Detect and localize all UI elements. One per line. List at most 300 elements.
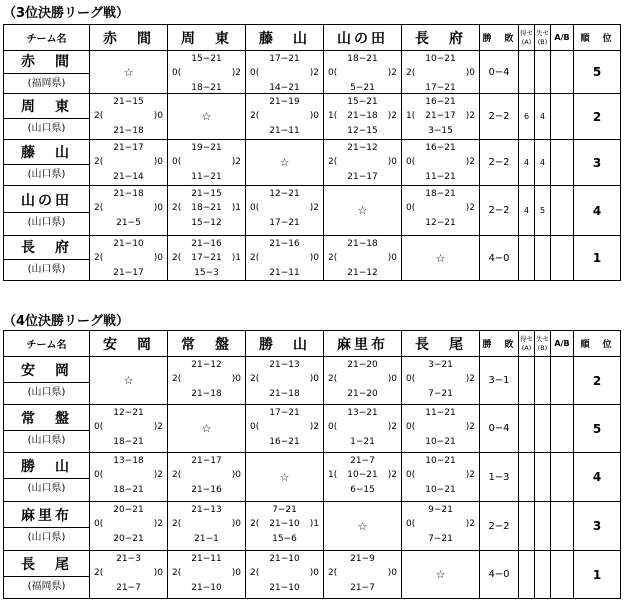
set3-score [259, 111, 310, 121]
match-set-count [94, 568, 163, 578]
set3-score [337, 157, 388, 167]
rank-header: 順 位 [574, 331, 621, 357]
match-set-count [328, 568, 397, 578]
record-header: 勝 敗 [480, 331, 519, 357]
team-name-header: チーム名 [4, 25, 90, 51]
sets-lost: )2 [309, 422, 319, 432]
match-set-count [406, 470, 475, 480]
sets-won: 0( [94, 519, 104, 529]
team-name: 周 東 [3, 96, 90, 119]
team-name-cell [4, 51, 90, 94]
set2-score: 20−21 [113, 534, 144, 544]
sets-won: 0( [328, 68, 338, 78]
set2-score: 21−7 [116, 583, 141, 593]
set3-score [103, 422, 154, 432]
sets-lost: )1 [309, 519, 319, 529]
sets-lost: )0 [387, 568, 397, 578]
set3-score [181, 470, 232, 480]
sets-lost: )2 [153, 519, 163, 529]
team-prefecture: (福岡県) [27, 580, 66, 592]
ratio-value [551, 551, 574, 599]
set2-score: 18−21 [113, 437, 144, 447]
ratio-header: A/B [551, 25, 574, 51]
match-result-cell [246, 502, 324, 551]
set3-score [337, 253, 388, 263]
sets-won: 2( [250, 519, 260, 529]
set1-score: 21−13 [191, 505, 222, 515]
sets-lost: )0 [387, 374, 397, 384]
team-name-cell [4, 140, 90, 186]
team-name: 麻里布 [3, 505, 90, 528]
sets-lost: )0 [465, 68, 475, 78]
match-result-cell [90, 186, 168, 236]
sets-won-value: 4 [519, 140, 535, 186]
match-result-cell [90, 453, 168, 502]
sets-won: 2( [172, 374, 182, 384]
set1-score: 19−21 [191, 143, 222, 153]
sets-won-value [519, 405, 535, 453]
sets-won: 0( [94, 470, 104, 480]
sets-lost-value [535, 357, 551, 405]
sets-won: 1( [406, 111, 416, 121]
match-set-count [172, 470, 241, 480]
sets-won-label: 得セ [520, 334, 533, 343]
set1-score: 3−21 [428, 360, 453, 370]
sets-lost: )0 [387, 253, 397, 263]
league-title: （3位決勝リーグ戦） [3, 6, 130, 21]
league-table [3, 330, 621, 599]
set2-score: 21−11 [269, 268, 300, 278]
set1-score: 21−16 [269, 239, 300, 249]
set3-score [259, 374, 310, 384]
set3-score: 21−10 [269, 519, 300, 529]
set1-score: 21−15 [113, 97, 144, 107]
self-match-star: ☆ [324, 502, 402, 551]
match-result-cell [246, 94, 324, 140]
sets-lost-value [535, 453, 551, 502]
set2-score: 1−21 [350, 437, 375, 447]
sets-lost: )2 [465, 111, 475, 121]
sets-won: 0( [94, 422, 104, 432]
set1-score: 18−21 [425, 189, 456, 199]
set3-score [337, 68, 388, 78]
match-set-count [328, 253, 397, 263]
self-match-star: ☆ [246, 453, 324, 502]
match-result-cell [324, 405, 402, 453]
set2-score: 6−15 [350, 485, 375, 495]
team-name-cell [4, 453, 90, 502]
set3-score [259, 253, 310, 263]
set1-score: 21−18 [347, 239, 378, 249]
match-set-count [328, 157, 397, 167]
sets-won: 2( [172, 203, 182, 213]
self-match-star: ☆ [90, 357, 168, 405]
team-prefecture: (山口県) [27, 483, 66, 494]
match-set-count [250, 253, 319, 263]
match-set-count [94, 470, 163, 480]
sets-won: 2( [172, 568, 182, 578]
match-set-count [94, 422, 163, 432]
sets-won: 0( [328, 422, 338, 432]
match-set-count [406, 68, 475, 78]
set2-score: 21−18 [269, 389, 300, 399]
set2-score: 21−11 [269, 126, 300, 136]
set3-score [415, 519, 466, 529]
self-match-star: ☆ [402, 551, 480, 599]
match-result-cell [402, 453, 480, 502]
set1-score: 10−21 [425, 456, 456, 466]
sets-lost: )2 [231, 68, 241, 78]
match-set-count [250, 519, 319, 529]
win-loss: 1−3 [480, 453, 519, 502]
sets-lost: )2 [153, 470, 163, 480]
set3-score: 21−17 [425, 111, 456, 121]
set2-score: 11−21 [191, 172, 222, 182]
rank-value: 1 [574, 551, 621, 599]
set3-score [103, 157, 154, 167]
set3-score [415, 203, 466, 213]
set1-score: 21−15 [191, 189, 222, 199]
set3-score [181, 68, 232, 78]
match-result-cell [90, 502, 168, 551]
sets-won: 2( [94, 157, 104, 167]
sets-won: 2( [328, 157, 338, 167]
ratio-value [551, 140, 574, 186]
sets-won: 2( [250, 568, 260, 578]
sets-lost: )2 [309, 68, 319, 78]
sets-lost-value [535, 236, 551, 281]
match-result-cell [90, 551, 168, 599]
set3-score [103, 111, 154, 121]
sets-lost-sub: (B) [537, 37, 548, 46]
sets-won: 2( [172, 253, 182, 263]
team-name: 安 岡 [3, 360, 90, 383]
sets-won: 2( [328, 568, 338, 578]
opponent-header: 赤 間 [90, 25, 168, 51]
team-prefecture: (山口県) [27, 434, 66, 446]
sets-lost-value [535, 502, 551, 551]
match-result-cell [168, 236, 246, 281]
match-result-cell [402, 186, 480, 236]
set2-score: 5−21 [350, 83, 375, 93]
sets-won: 0( [406, 422, 416, 432]
set1-score: 9−21 [428, 505, 453, 515]
sets-lost-value [535, 551, 551, 599]
set1-score: 7−21 [272, 505, 297, 515]
set1-score: 21−12 [191, 360, 222, 370]
sets-won-sub: (A) [521, 37, 532, 46]
sets-lost: )0 [231, 568, 241, 578]
win-loss: 2−2 [480, 502, 519, 551]
team-row [4, 357, 621, 405]
opponent-header: 長 尾 [402, 331, 480, 357]
match-set-count [250, 68, 319, 78]
sets-won: 1( [328, 111, 338, 121]
team-row [4, 140, 621, 186]
set3-score [103, 203, 154, 213]
team-prefecture: (山口県) [27, 386, 66, 398]
match-set-count [172, 203, 241, 213]
win-loss: 3−1 [480, 357, 519, 405]
set1-score: 21−9 [350, 554, 375, 564]
rank-value: 3 [574, 140, 621, 186]
sets-won: 2( [94, 111, 104, 121]
win-loss: 2−2 [480, 140, 519, 186]
ratio-value [551, 502, 574, 551]
set2-score: 21−10 [269, 583, 300, 593]
set2-score: 21−5 [116, 218, 141, 228]
sets-won-value [519, 236, 535, 281]
sets-lost: )0 [153, 157, 163, 167]
sets-lost-header [535, 25, 551, 51]
sets-lost: )2 [387, 111, 397, 121]
match-set-count [172, 568, 241, 578]
sets-won: 2( [172, 470, 182, 480]
sets-lost: )0 [153, 203, 163, 213]
sets-lost-value: 5 [535, 186, 551, 236]
set1-score: 21−11 [191, 554, 222, 564]
sets-won: 2( [406, 68, 416, 78]
team-prefecture: (福岡県) [27, 78, 66, 89]
match-result-cell [324, 94, 402, 140]
team-row [4, 94, 621, 140]
team-row [4, 186, 621, 236]
self-match-star: ☆ [90, 51, 168, 94]
sets-lost: )0 [387, 157, 397, 167]
set2-score: 3−15 [428, 126, 453, 136]
sets-won-value [519, 51, 535, 94]
sets-lost: )2 [465, 374, 475, 384]
set3-score [181, 568, 232, 578]
ratio-value [551, 405, 574, 453]
set3-score [181, 157, 232, 167]
set3-score [259, 422, 310, 432]
sets-won: 0( [406, 519, 416, 529]
team-row [4, 551, 621, 599]
set2-score: 14−21 [269, 83, 300, 93]
sets-lost: )1 [231, 253, 241, 263]
team-name: 常 盤 [3, 408, 90, 431]
sets-lost-label: 失セ [536, 334, 549, 343]
team-row [4, 236, 621, 281]
ratio-value [551, 236, 574, 281]
set3-score [415, 470, 466, 480]
match-set-count [172, 157, 241, 167]
set3-score: 21−18 [347, 111, 378, 121]
team-prefecture: (山口県) [27, 264, 66, 275]
sets-lost: )0 [231, 470, 241, 480]
set3-score: 17−21 [191, 253, 222, 263]
sets-lost: )0 [309, 253, 319, 263]
sets-lost: )0 [309, 111, 319, 121]
team-row [4, 51, 621, 94]
opponent-header: 藤 山 [246, 25, 324, 51]
sets-won-value: 4 [519, 186, 535, 236]
set2-score: 21−18 [191, 389, 222, 399]
match-result-cell [246, 236, 324, 281]
sets-won: 0( [406, 470, 416, 480]
match-result-cell [246, 357, 324, 405]
match-set-count [94, 519, 163, 529]
set2-score: 17−21 [425, 83, 456, 93]
opponent-header: 周 東 [168, 25, 246, 51]
self-match-star: ☆ [168, 94, 246, 140]
win-loss: 0−4 [480, 51, 519, 94]
set3-score [337, 374, 388, 384]
set2-score: 15−3 [194, 268, 219, 278]
set2-score: 18−21 [191, 83, 222, 93]
match-set-count [172, 374, 241, 384]
match-result-cell [168, 140, 246, 186]
sets-won-header [519, 25, 535, 51]
match-result-cell [168, 51, 246, 94]
team-name-cell [4, 405, 90, 453]
sets-lost: )2 [465, 470, 475, 480]
win-loss: 2−2 [480, 94, 519, 140]
set1-score: 21−7 [350, 456, 375, 466]
sets-lost: )0 [309, 568, 319, 578]
match-result-cell [324, 453, 402, 502]
set1-score: 17−21 [269, 54, 300, 64]
sets-won: 2( [328, 374, 338, 384]
set3-score [103, 253, 154, 263]
set1-score: 20−21 [113, 505, 144, 515]
set1-score: 21−3 [116, 554, 141, 564]
match-set-count [94, 157, 163, 167]
sets-won-value: 6 [519, 94, 535, 140]
sets-lost: )2 [153, 422, 163, 432]
rank-value: 5 [574, 51, 621, 94]
set2-score: 21−17 [347, 172, 378, 182]
sets-won: 2( [94, 568, 104, 578]
sets-won-value [519, 357, 535, 405]
match-set-count [406, 203, 475, 213]
self-match-star: ☆ [168, 405, 246, 453]
sets-lost-label: 失セ [536, 28, 549, 37]
win-loss: 4−0 [480, 551, 519, 599]
set1-score: 21−18 [113, 189, 144, 199]
record-header: 勝 敗 [480, 25, 519, 51]
set1-score: 21−12 [347, 143, 378, 153]
opponent-header: 山の田 [324, 25, 402, 51]
team-name: 藤 山 [3, 142, 90, 165]
match-result-cell [324, 357, 402, 405]
set3-score [181, 519, 232, 529]
sets-won: 2( [172, 519, 182, 529]
opponent-header: 安 岡 [90, 331, 168, 357]
set2-score: 7−21 [428, 389, 453, 399]
sets-won: 0( [172, 157, 182, 167]
win-loss: 2−2 [480, 186, 519, 236]
set1-score: 21−17 [191, 456, 222, 466]
rank-value: 2 [574, 357, 621, 405]
set1-score: 11−21 [425, 408, 456, 418]
match-result-cell [402, 405, 480, 453]
header-row [4, 25, 621, 51]
league-table [3, 24, 621, 281]
set3-score [103, 568, 154, 578]
team-row [4, 453, 621, 502]
match-result-cell [246, 186, 324, 236]
match-set-count [172, 68, 241, 78]
set2-score: 12−15 [347, 126, 378, 136]
set2-score: 21−10 [191, 583, 222, 593]
sets-lost: )2 [465, 422, 475, 432]
set2-score: 11−21 [425, 172, 456, 182]
match-result-cell [402, 502, 480, 551]
match-set-count [172, 519, 241, 529]
set2-score: 21−16 [191, 485, 222, 495]
set1-score: 12−21 [269, 189, 300, 199]
set3-score [415, 157, 466, 167]
sets-won: 0( [406, 157, 416, 167]
ratio-value [551, 453, 574, 502]
match-result-cell [402, 357, 480, 405]
sets-lost: )2 [387, 68, 397, 78]
sets-lost-header [535, 331, 551, 357]
set2-score: 21−14 [113, 172, 144, 182]
match-set-count [250, 568, 319, 578]
sets-lost: )0 [231, 374, 241, 384]
ratio-header: A/B [551, 331, 574, 357]
set2-score: 12−21 [425, 218, 456, 228]
sets-won: 2( [94, 203, 104, 213]
set2-score: 18−21 [113, 485, 144, 495]
team-row [4, 502, 621, 551]
team-name: 赤 間 [3, 51, 90, 74]
opponent-header: 常 盤 [168, 331, 246, 357]
team-row [4, 405, 621, 453]
sets-won: 1( [328, 470, 338, 480]
match-set-count [250, 374, 319, 384]
ratio-value [551, 51, 574, 94]
match-result-cell [246, 551, 324, 599]
set3-score: 10−21 [347, 470, 378, 480]
match-result-cell [246, 51, 324, 94]
team-name: 山の田 [3, 190, 90, 213]
match-result-cell [324, 236, 402, 281]
sets-won-value [519, 453, 535, 502]
opponent-header: 長 府 [402, 25, 480, 51]
sets-lost: )2 [465, 519, 475, 529]
match-result-cell [90, 236, 168, 281]
set1-score: 15−21 [347, 97, 378, 107]
sets-won: 2( [94, 253, 104, 263]
sets-won: 0( [406, 374, 416, 384]
sets-won: 0( [250, 422, 260, 432]
team-name-cell [4, 357, 90, 405]
set2-score: 21−7 [350, 583, 375, 593]
team-prefecture: (山口県) [27, 216, 66, 228]
rank-value: 1 [574, 236, 621, 281]
sets-lost: )2 [231, 157, 241, 167]
match-result-cell [168, 453, 246, 502]
team-name: 長 府 [3, 237, 90, 260]
match-result-cell [324, 551, 402, 599]
sets-won: 0( [406, 203, 416, 213]
sets-won-header [519, 331, 535, 357]
sets-won: 2( [250, 253, 260, 263]
match-set-count [94, 111, 163, 121]
team-name-cell [4, 94, 90, 140]
match-result-cell [402, 140, 480, 186]
sets-lost: )0 [153, 111, 163, 121]
sets-won-sub: (A) [521, 343, 532, 352]
match-set-count [406, 374, 475, 384]
rank-value: 2 [574, 94, 621, 140]
set3-score [259, 203, 310, 213]
match-set-count [94, 253, 163, 263]
